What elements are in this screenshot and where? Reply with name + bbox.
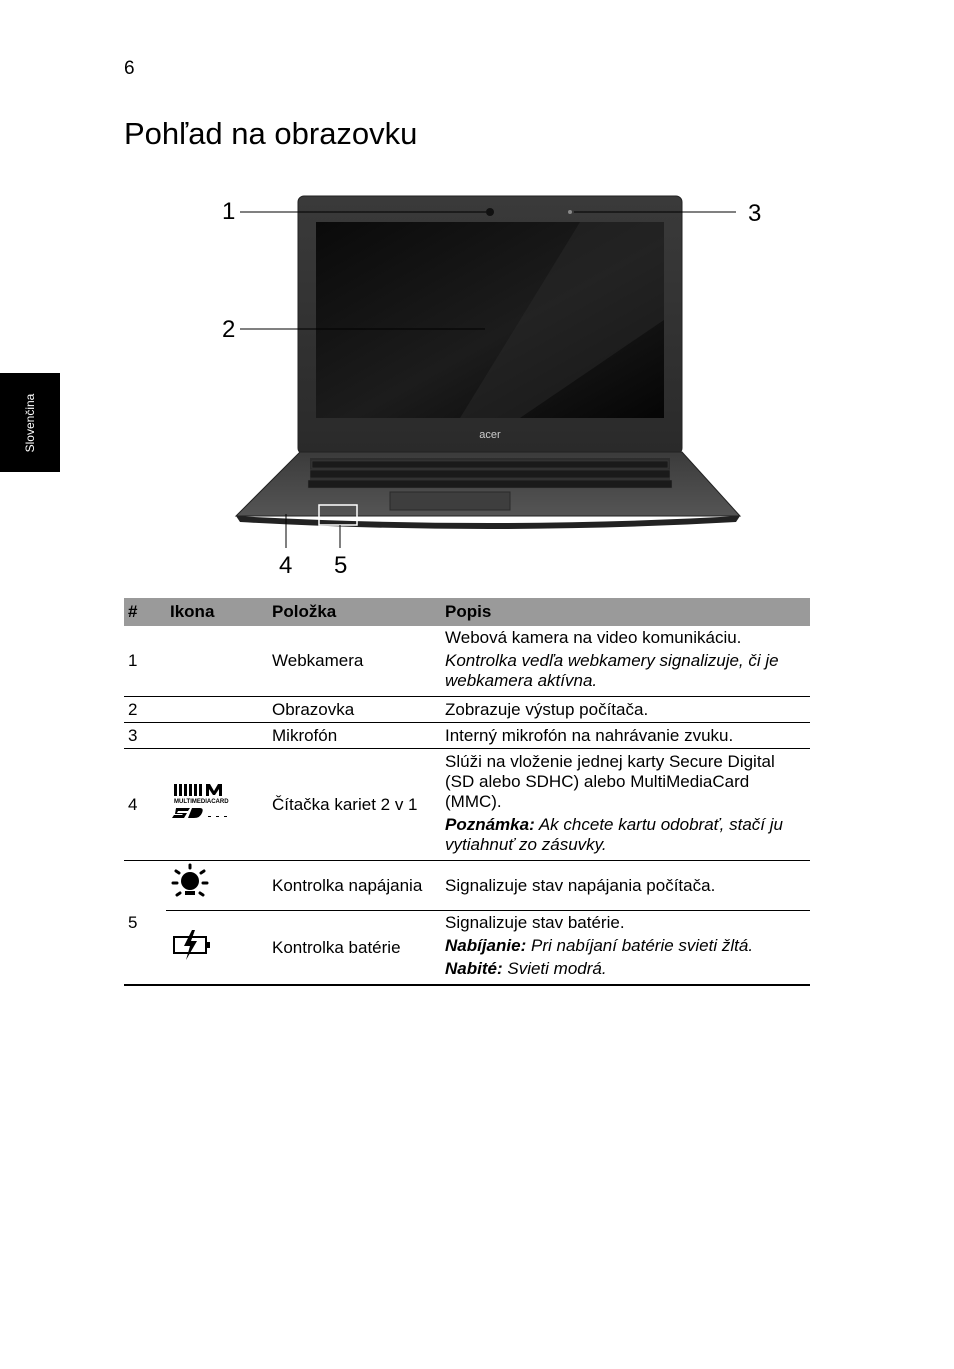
row-icon (166, 626, 268, 697)
language-tab (0, 373, 60, 472)
header-desc: Popis (441, 598, 810, 626)
row-num: 4 (124, 749, 166, 861)
callout-4: 4 (279, 552, 293, 579)
row-desc (441, 749, 810, 861)
table-row (124, 626, 810, 697)
note-label: Poznámka: (445, 814, 535, 834)
row-icon (166, 697, 268, 723)
row-icon (166, 749, 268, 861)
row-num: 5 (124, 861, 166, 986)
table-row (124, 697, 810, 723)
row-item: Čítačka kariet 2 v 1 (268, 749, 441, 861)
brand-logo: acer (479, 429, 501, 441)
power-light-icon (170, 863, 210, 903)
sd-mmc-card-icon (170, 782, 234, 822)
callout-5: 5 (334, 552, 348, 579)
row-num: 3 (124, 723, 166, 749)
charged-label: Nabité: (445, 959, 503, 978)
components-table (124, 598, 810, 986)
header-num: # (124, 598, 166, 626)
row-desc: Signalizuje stav napájania počítača. (441, 861, 810, 911)
desc-text: Slúži na vloženie jednej karty Secure Digital (SD alebo SDHC) alebo MultiMediaCard (MMC). (445, 751, 775, 811)
header-icon: Ikona (166, 598, 268, 626)
callout-3: 3 (748, 200, 762, 227)
row-item: Obrazovka (268, 697, 441, 723)
row-num: 2 (124, 697, 166, 723)
charging-label: Nabíjanie: (445, 936, 527, 955)
row-desc (441, 911, 810, 986)
page-number: 6 (124, 58, 135, 79)
webcam-dot (486, 208, 494, 216)
row-icon (166, 723, 268, 749)
table-header (124, 598, 810, 626)
row-item: Mikrofón (268, 723, 441, 749)
desc-text: Webová kamera na video komunikáciu. (445, 628, 742, 647)
row-desc (441, 626, 810, 697)
battery-charging-icon (170, 930, 214, 960)
microphone-dot (568, 210, 572, 214)
callout-1: 1 (222, 198, 236, 225)
row-desc: Interný mikrofón na nahrávanie zvuku. (441, 723, 810, 749)
charging-text: Pri nabíjaní batérie svieti žltá. (530, 936, 754, 955)
table-row (124, 911, 810, 986)
row-icon (166, 911, 268, 986)
callout-2: 2 (222, 316, 236, 343)
language-tab-label: Slovenčina (23, 393, 37, 452)
row-icon (166, 861, 268, 911)
table-row (124, 723, 810, 749)
page-title: Pohľad na obrazovku (124, 116, 418, 151)
row-num: 1 (124, 626, 166, 697)
row-item: Kontrolka napájania (268, 861, 441, 911)
desc-text: Signalizuje stav batérie. (445, 913, 625, 932)
row-item: Kontrolka batérie (268, 911, 441, 986)
row-item: Webkamera (268, 626, 441, 697)
note-text: Ak chcete kartu odobrať, stačí ju vytiahnuť zo zásuvky. (445, 814, 783, 854)
mmc-logo-text: MULTIMEDIACARD (174, 799, 229, 805)
laptop-illustration (200, 180, 800, 600)
header-item: Položka (268, 598, 441, 626)
charged-text: Svieti modrá. (507, 959, 607, 978)
row-desc: Zobrazuje výstup počítača. (441, 697, 810, 723)
table-row (124, 861, 810, 911)
desc-note: Kontrolka vedľa webkamery signalizuje, či je webkamera aktívna. (445, 651, 779, 690)
laptop-figure (200, 180, 800, 600)
table-row (124, 749, 810, 861)
